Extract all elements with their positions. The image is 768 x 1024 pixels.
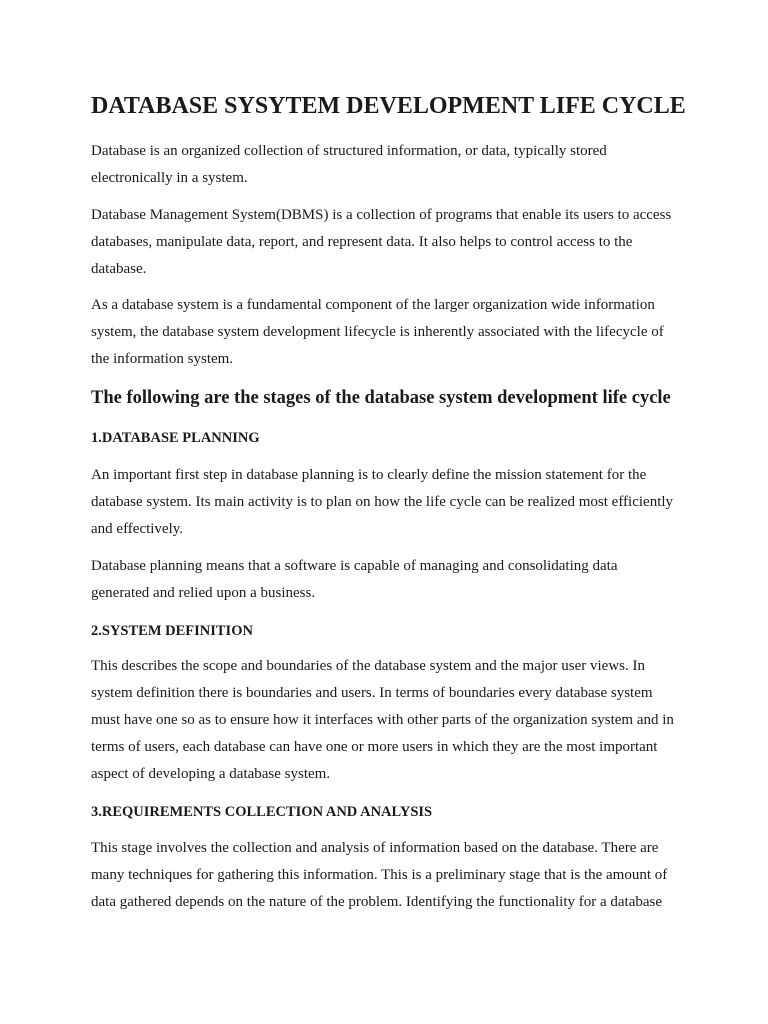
text-line: This describes the scope and boundaries of the database system and the major user views. In [91,658,646,674]
text-line: Database Management System(DBMS) is a collection of programs that enable its users to access [91,207,672,223]
stage-heading-database-planning: 1.DATABASE PLANNING [91,430,260,446]
text-line: system, the database system development lifecycle is inherently associated with the lifecycle of [91,324,664,340]
text-line: Database is an organized collection of structured information, or data, typically stored [91,143,607,159]
intro-paragraph-1 [91,138,607,192]
text-line: and effectively. [91,521,184,537]
text-line: many techniques for gathering this information. This is a preliminary stage that is the amount of [91,867,668,883]
text-line: database system. Its main activity is to plan on how the life cycle can be realized most efficiently [91,494,674,510]
text-line: the information system. [91,351,234,367]
stage-heading-system-definition: 2.SYSTEM DEFINITION [91,623,253,639]
stage-1-paragraph-2 [91,553,618,607]
text-line: aspect of developing a database system. [91,766,331,782]
document-title: DATABASE SYSYTEM DEVELOPMENT LIFE CYCLE [91,93,686,119]
text-line: Database planning means that a software is capable of managing and consolidating data [91,558,618,574]
text-line: generated and relied upon a business. [91,585,316,601]
text-line: electronically in a system. [91,170,248,186]
text-line: As a database system is a fundamental component of the larger organization wide information [91,297,655,313]
text-line: terms of users, each database can have one or more users in which they are the most important [91,739,658,755]
intro-paragraph-2 [91,202,671,283]
stage-3-paragraph-1 [91,835,667,916]
stages-heading: The following are the stages of the database system development life cycle [91,388,671,408]
intro-paragraph-3 [91,292,664,373]
text-line: An important first step in database planning is to clearly define the mission statement for the [91,467,647,483]
stage-1-paragraph-1 [91,462,673,543]
text-line: system definition there is boundaries and users. In terms of boundaries every database system [91,685,653,701]
text-line: data gathered depends on the nature of the problem. Identifying the functionality for a database [91,894,663,910]
text-line: databases, manipulate data, report, and represent data. It also helps to control access to the [91,234,633,250]
stage-2-paragraph-1 [91,653,674,788]
text-line: database. [91,261,147,277]
text-line: must have one so as to ensure how it interfaces with other parts of the organization system and in [91,712,674,728]
text-line: This stage involves the collection and analysis of information based on the database. There are [91,840,659,856]
stage-heading-requirements-collection: 3.REQUIREMENTS COLLECTION AND ANALYSIS [91,804,433,820]
